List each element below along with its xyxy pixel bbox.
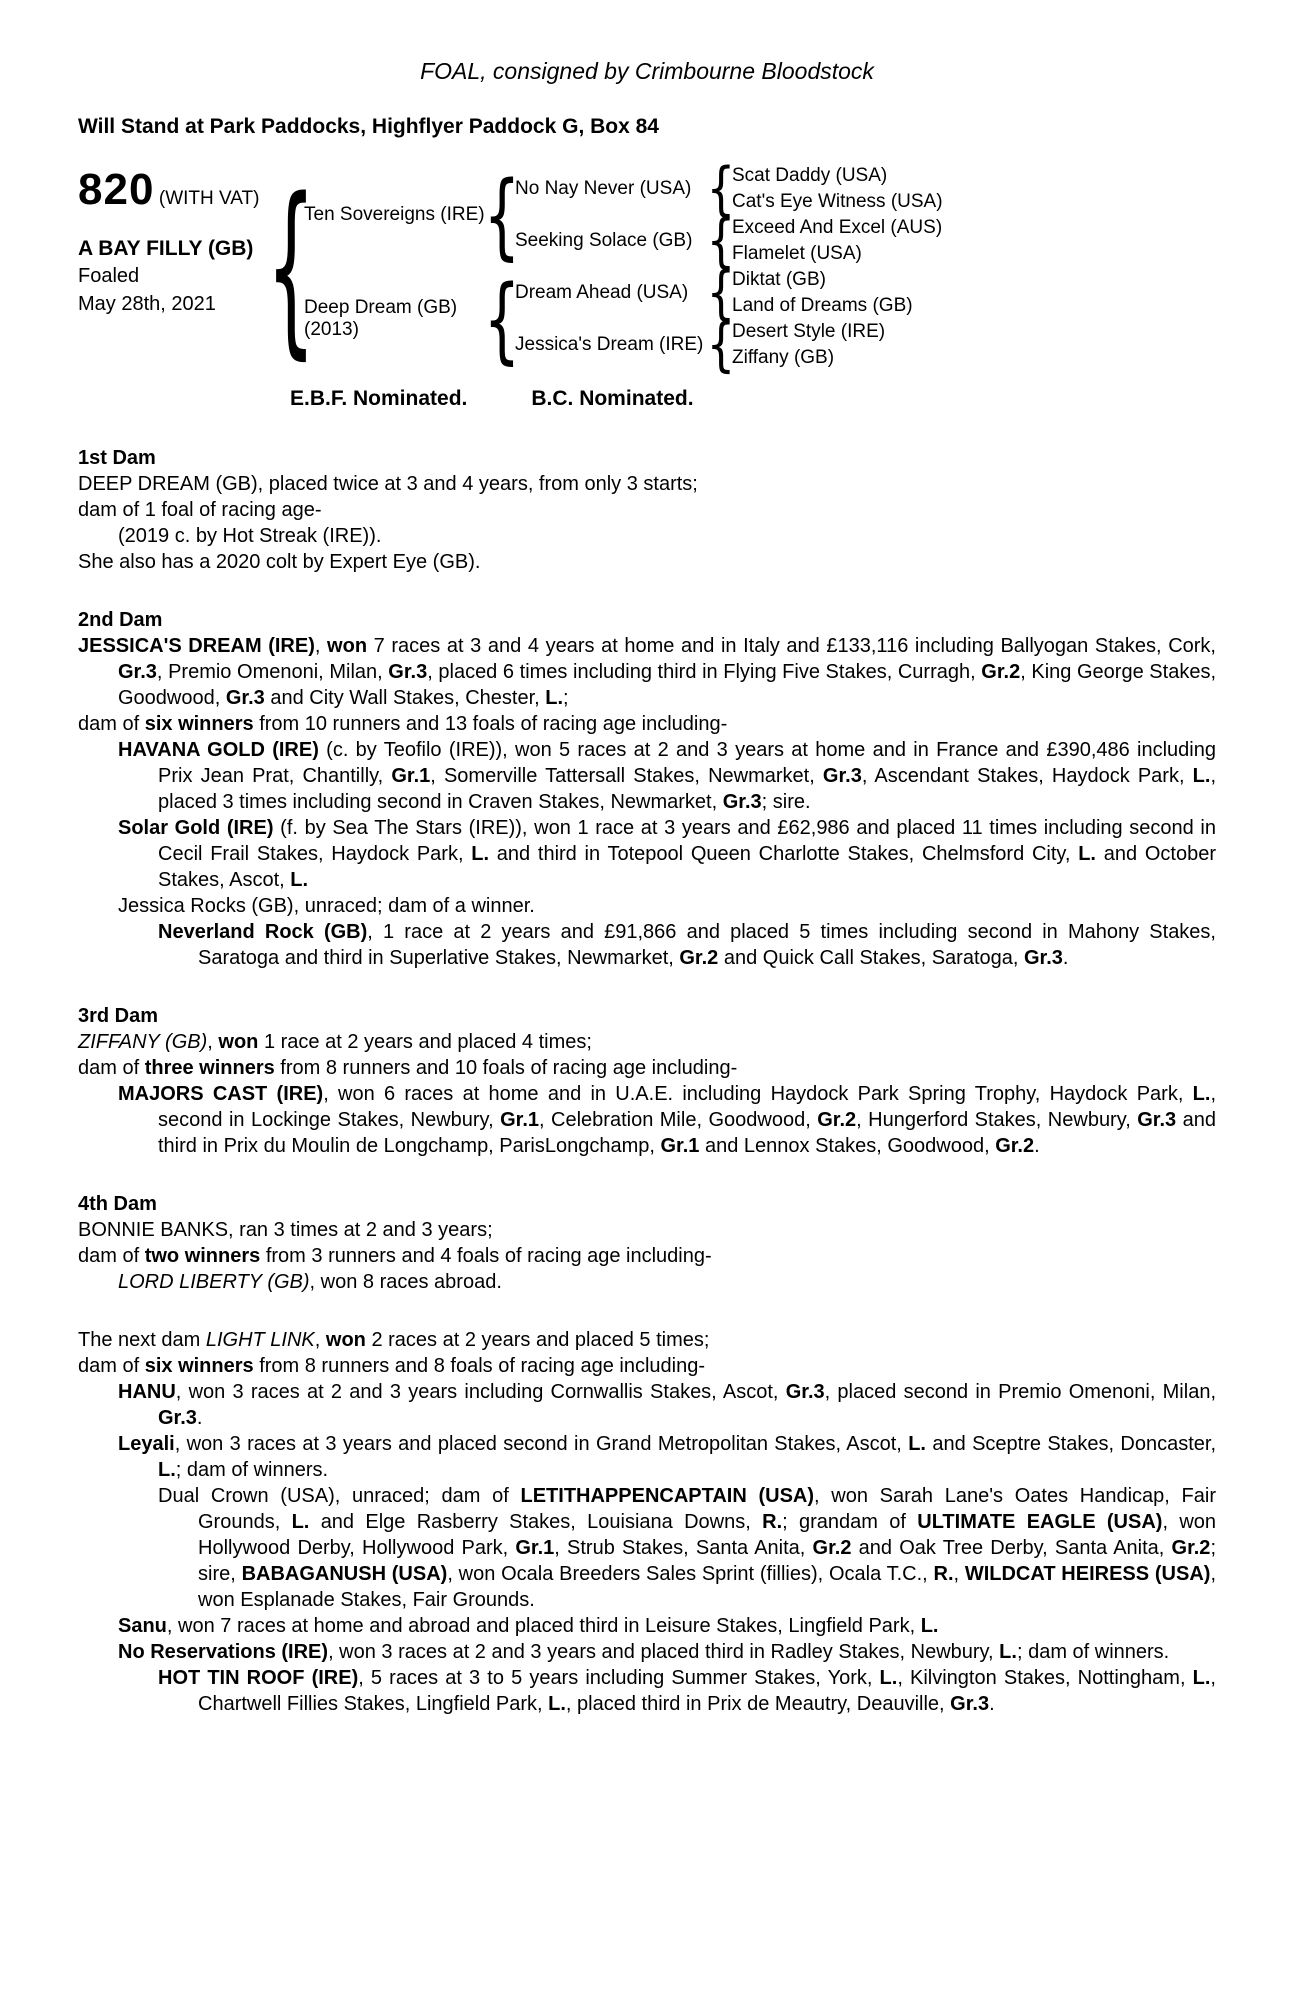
foaled-label: Foaled	[78, 265, 140, 287]
pedigree-paragraph	[78, 1431, 1216, 1483]
bold-text: Gr.2	[679, 947, 719, 969]
text: , Premio Omenoni, Milan,	[156, 661, 389, 683]
text: , 1 race at 2 years and £91,866 and placed 5 times including second in Mahony Stakes, Saratoga and third in Superlative Stakes, Newmarket,	[198, 921, 1216, 969]
bold-text: Gr.2	[1171, 1537, 1211, 1559]
text: , won Esplanade Stakes, Fair Grounds.	[198, 1563, 1216, 1611]
bold-text: L.	[545, 687, 564, 709]
text: dam of	[78, 1057, 145, 1079]
bold-text: LETITHAPPENCAPTAIN (USA)	[520, 1485, 815, 1507]
dam-name: Deep Dream (GB)	[304, 297, 458, 318]
bold-text: Gr.3	[785, 1381, 825, 1403]
bold-text: R.	[933, 1563, 954, 1585]
text: ; dam of winners.	[1016, 1641, 1170, 1663]
pedigree-paragraph	[78, 1613, 1216, 1639]
lot-vat-note: (WITH VAT)	[158, 188, 260, 209]
bold-text: Gr.1	[515, 1537, 555, 1559]
text: , won Ocala Breeders Sales Sprint (fillies), Ocala T.C.,	[447, 1563, 934, 1585]
italic-text: LORD LIBERTY (GB)	[118, 1271, 310, 1293]
bold-text: L.	[1192, 1667, 1211, 1689]
text: and third in Totepool Queen Charlotte Stakes, Chelmsford City,	[489, 843, 1079, 865]
pedigree-paragraph	[78, 1055, 1216, 1081]
bold-text: WILDCAT HEIRESS (USA)	[964, 1563, 1211, 1585]
pedigree-brace-gen2	[489, 283, 515, 355]
dam-section	[78, 445, 1216, 575]
text: from 3 runners and 4 foals of racing age including-	[260, 1245, 712, 1267]
bold-text: Gr.1	[660, 1135, 700, 1157]
text: , Somerville Tattersall Stakes, Newmarket,	[430, 765, 823, 787]
bold-text: HOT TIN ROOF (IRE)	[158, 1667, 359, 1689]
text: ,	[953, 1563, 965, 1585]
bold-text: Gr.3	[158, 1407, 197, 1429]
pedigree-paragraph	[78, 1483, 1216, 1613]
bold-text: ULTIMATE EAGLE (USA)	[917, 1511, 1163, 1533]
pedigree-paragraph	[78, 523, 1216, 549]
dam-section	[78, 1327, 1216, 1717]
bold-text: L.	[471, 843, 490, 865]
ebf-nominated-label: E.B.F. Nominated.	[290, 387, 468, 410]
bold-text: BABAGANUSH (USA)	[241, 1563, 448, 1585]
pedigree-brace-gen3	[710, 320, 732, 370]
bold-text: L.	[158, 1459, 176, 1481]
text: .	[1062, 947, 1069, 969]
sire-sire-name: No Nay Never (USA)	[515, 178, 692, 199]
text: , won Sarah Lane's Oates Handicap, Fair Grounds,	[198, 1485, 1216, 1533]
dam-section-heading: 3rd Dam	[78, 1005, 159, 1027]
text: 1 race at 2 years and placed 4 times;	[258, 1031, 592, 1053]
text: from 8 runners and 10 foals of racing age including-	[274, 1057, 738, 1079]
text: ; sire,	[198, 1537, 1216, 1585]
bold-text: Gr.2	[981, 661, 1021, 683]
text: ,	[314, 635, 328, 657]
dam-section	[78, 1191, 1216, 1295]
stand-location: Will Stand at Park Paddocks, Highflyer Paddock G, Box 84	[78, 115, 659, 138]
horse-description: A BAY FILLY (GB)	[78, 237, 254, 260]
dam-section	[78, 607, 1216, 971]
sire-name: Ten Sovereigns (IRE)	[304, 204, 485, 225]
text: , won 6 races at home and in U.A.E. including Haydock Park Spring Trophy, Haydock Park,	[323, 1083, 1193, 1105]
pedigree-brace-gen1	[278, 212, 304, 322]
nominations-line	[290, 387, 1216, 411]
dam-section	[78, 1003, 1216, 1159]
dam-dam-dam-name: Ziffany (GB)	[732, 347, 835, 368]
pedigree-paragraph	[78, 1327, 1216, 1353]
text: from 8 runners and 8 foals of racing age including-	[253, 1355, 706, 1377]
text: , won 8 races abroad.	[309, 1271, 502, 1293]
pedigree-paragraph	[78, 1639, 1216, 1665]
text: , Ascendant Stakes, Haydock Park,	[861, 765, 1193, 787]
bold-text: L.	[291, 1511, 310, 1533]
text: , placed third in Prix de Meautry, Deauville,	[565, 1693, 951, 1715]
bold-text: Gr.3	[950, 1693, 990, 1715]
pedigree-brace-gen3	[710, 216, 732, 266]
dam-section-heading: 1st Dam	[78, 447, 156, 469]
bold-text: HAVANA GOLD (IRE)	[118, 739, 319, 761]
dam-line	[304, 267, 943, 371]
pedigree-paragraph	[78, 711, 1216, 737]
dam-sections	[78, 445, 1216, 1717]
pedigree-table	[78, 163, 1216, 371]
bold-text: L.	[1192, 1083, 1211, 1105]
text: , won 3 races at 2 and 3 years including Cornwallis Stakes, Ascot,	[175, 1381, 786, 1403]
text: Jessica Rocks (GB), unraced; dam of a winner.	[118, 895, 535, 917]
dam-name-block	[304, 297, 489, 341]
text: , won 3 races at 2 and 3 years and placed third in Radley Stakes, Newbury,	[328, 1641, 1000, 1663]
text: , Hungerford Stakes, Newbury,	[856, 1109, 1138, 1131]
text: and City Wall Stakes, Chester,	[264, 687, 546, 709]
dam-sire-name: Dream Ahead (USA)	[515, 282, 689, 303]
text: BONNIE BANKS, ran 3 times at 2 and 3 years;	[78, 1219, 493, 1241]
bold-text: three winners	[144, 1057, 275, 1079]
bold-text: Gr.2	[817, 1109, 857, 1131]
text: 7 races at 3 and 4 years at home and in Italy and £133,116 including Ballyogan Stakes, Cork,	[367, 635, 1216, 657]
bold-text: won	[325, 1329, 366, 1351]
text: ; dam of winners.	[175, 1459, 329, 1481]
text: and Quick Call Stakes, Saratoga,	[718, 947, 1024, 969]
sire-line	[304, 163, 943, 267]
sire-dam-dam-name: Flamelet (USA)	[732, 243, 862, 264]
text: dam of 1 foal of racing age-	[78, 499, 322, 521]
bold-text: Gr.3	[1024, 947, 1063, 969]
foaled-date: May 28th, 2021	[78, 293, 216, 315]
text: , won 7 races at home and abroad and placed third in Leisure Stakes, Lingfield Park,	[166, 1615, 921, 1637]
text: ,	[314, 1329, 326, 1351]
bc-nominated-label: B.C. Nominated.	[531, 387, 694, 410]
italic-text: ZIFFANY (GB)	[78, 1031, 208, 1053]
italic-text: LIGHT LINK	[205, 1329, 315, 1351]
bold-text: Gr.2	[995, 1135, 1035, 1157]
text: , won Hollywood Derby, Hollywood Park,	[198, 1511, 1217, 1559]
text: and Oak Tree Derby, Santa Anita,	[851, 1537, 1172, 1559]
pedigree-paragraph	[78, 1353, 1216, 1379]
bold-text: Sanu	[118, 1615, 167, 1637]
bold-text: Gr.3	[118, 661, 157, 683]
text: and third in Prix du Moulin de Longchamp, ParisLongchamp,	[158, 1109, 1216, 1157]
text: , Strub Stakes, Santa Anita,	[554, 1537, 813, 1559]
text: , 5 races at 3 to 5 years including Summer Stakes, York,	[358, 1667, 880, 1689]
text: and Elge Rasberry Stakes, Louisiana Downs,	[309, 1511, 763, 1533]
bold-text: Gr.2	[812, 1537, 852, 1559]
pedigree-paragraph	[78, 1243, 1216, 1269]
text: .	[989, 1693, 995, 1715]
pedigree-paragraph	[78, 549, 1216, 575]
pedigree-paragraph	[78, 737, 1216, 815]
text: dam of	[78, 713, 145, 735]
dam-sire-dam-name: Land of Dreams (GB)	[732, 295, 913, 316]
text: , Kilvington Stakes, Nottingham,	[897, 1667, 1193, 1689]
sire-dam-name: Seeking Solace (GB)	[515, 230, 693, 251]
dam-dam-line	[515, 319, 913, 371]
pedigree-paragraph	[78, 893, 1216, 919]
bold-text: Leyali	[118, 1433, 175, 1455]
bold-text: R.	[762, 1511, 783, 1533]
pedigree-paragraph	[78, 1269, 1216, 1295]
lot-number-line	[78, 165, 278, 215]
bold-text: Gr.3	[1137, 1109, 1177, 1131]
bold-text: Gr.3	[822, 765, 862, 787]
bold-text: won	[218, 1031, 259, 1053]
text: DEEP DREAM (GB), placed twice at 3 and 4 years, from only 3 starts;	[78, 473, 698, 495]
pedigree-brace-gen2	[489, 179, 515, 251]
sire-sire-sire-name: Scat Daddy (USA)	[732, 165, 888, 186]
text: .	[196, 1407, 203, 1429]
bold-text: six winners	[144, 713, 254, 735]
pedigree-tree	[278, 163, 943, 371]
dam-dam-name: Jessica's Dream (IRE)	[515, 334, 704, 355]
bold-text: Gr.3	[722, 791, 762, 813]
bold-text: Neverland Rock (GB)	[158, 921, 368, 943]
pedigree-paragraph	[78, 1029, 1216, 1055]
text: ,	[207, 1031, 219, 1053]
pedigree-brace-gen3	[710, 268, 732, 318]
dam-dam-sire-name: Desert Style (IRE)	[732, 321, 886, 342]
text: ; grandam of	[782, 1511, 918, 1533]
bold-text: six winners	[144, 1355, 254, 1377]
pedigree-paragraph	[78, 1081, 1216, 1159]
bold-text: L.	[548, 1693, 566, 1715]
bold-text: two winners	[144, 1245, 261, 1267]
text: , placed 3 times including second in Craven Stakes, Newmarket,	[158, 765, 1217, 813]
text: , won 3 races at 3 years and placed second in Grand Metropolitan Stakes, Ascot,	[174, 1433, 909, 1455]
pedigree-brace-gen3	[710, 164, 732, 214]
bold-text: Solar Gold (IRE)	[118, 817, 274, 839]
text: .	[1034, 1135, 1040, 1157]
sire-sire-dam-name: Cat's Eye Witness (USA)	[732, 191, 943, 212]
pedigree-paragraph	[78, 471, 1216, 497]
bold-text: Gr.1	[500, 1109, 540, 1131]
text: , placed 6 times including third in Flying Five Stakes, Curragh,	[427, 661, 982, 683]
text: and Lennox Stakes, Goodwood,	[699, 1135, 996, 1157]
text: The next dam	[78, 1329, 206, 1351]
text: Dual Crown (USA), unraced; dam of	[158, 1485, 521, 1507]
pedigree-paragraph	[78, 1665, 1216, 1717]
pedigree-paragraph	[78, 919, 1216, 971]
text: 2 races at 2 years and placed 5 times;	[365, 1329, 710, 1351]
dam-section-heading: 4th Dam	[78, 1193, 157, 1215]
lot-block	[78, 163, 278, 317]
dam-sire-sire-name: Diktat (GB)	[732, 269, 826, 290]
bold-text: Gr.3	[388, 661, 428, 683]
pedigree-paragraph	[78, 633, 1216, 711]
bold-text: L.	[1078, 843, 1096, 865]
bold-text: won	[327, 635, 368, 657]
text: (f. by Sea The Stars (IRE)), won 1 race at 3 years and £62,986 and placed 11 times including second in Cecil Frail Stakes, Haydock Park,	[158, 817, 1217, 865]
bold-text: MAJORS CAST (IRE)	[118, 1083, 324, 1105]
dam-year: (2013)	[304, 319, 359, 340]
page-title: FOAL, consigned by Crimbourne Bloodstock	[420, 58, 874, 84]
text: She also has a 2020 colt by Expert Eye (GB).	[78, 551, 481, 573]
bold-text: L.	[920, 1615, 939, 1637]
bold-text: Gr.3	[225, 687, 265, 709]
pedigree-paragraph	[78, 815, 1216, 893]
bold-text: L.	[1192, 765, 1211, 787]
text: , Celebration Mile, Goodwood,	[539, 1109, 818, 1131]
text: (c. by Teofilo (IRE)), won 5 races at 2 and 3 years at home and in France and £390,486 including Prix Jean Prat, Chantilly,	[158, 739, 1216, 787]
text: , King George Stakes, Goodwood,	[118, 661, 1216, 709]
bold-text: HANU	[118, 1381, 176, 1403]
text: , Chartwell Fillies Stakes, Lingfield Park,	[198, 1667, 1216, 1715]
text: ;	[563, 687, 569, 709]
bold-text: No Reservations (IRE)	[118, 1641, 329, 1663]
bold-text: L.	[290, 869, 309, 891]
pedigree-paragraph	[78, 1379, 1216, 1431]
bold-text: L.	[999, 1641, 1017, 1663]
text: from 10 runners and 13 foals of racing age including-	[253, 713, 728, 735]
text: dam of	[78, 1355, 145, 1377]
text: and Sceptre Stakes, Doncaster,	[925, 1433, 1217, 1455]
bold-text: Gr.1	[391, 765, 431, 787]
text: , second in Lockinge Stakes, Newbury,	[158, 1083, 1216, 1131]
sire-dam-sire-name: Exceed And Excel (AUS)	[732, 217, 943, 238]
pedigree-paragraph	[78, 497, 1216, 523]
text: , placed second in Premio Omenoni, Milan,	[824, 1381, 1216, 1403]
text: dam of	[78, 1245, 145, 1267]
text: (2019 c. by Hot Streak (IRE)).	[118, 525, 382, 547]
text: and October Stakes, Ascot,	[158, 843, 1216, 891]
bold-text: JESSICA'S DREAM (IRE)	[78, 635, 315, 657]
lot-number: 820	[78, 165, 155, 214]
dam-section-heading: 2nd Dam	[78, 609, 163, 631]
bold-text: L.	[908, 1433, 926, 1455]
text: ; sire.	[761, 791, 811, 813]
bold-text: L.	[879, 1667, 898, 1689]
pedigree-paragraph	[78, 1217, 1216, 1243]
